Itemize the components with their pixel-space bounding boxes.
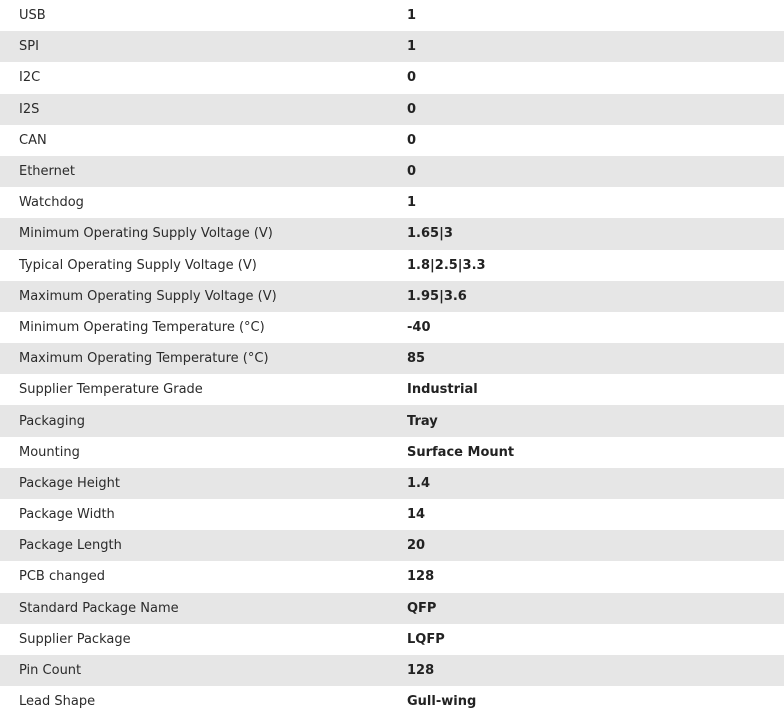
spec-name: Pin Count xyxy=(0,655,407,686)
spec-value: QFP xyxy=(407,593,784,624)
spec-name: Ethernet xyxy=(0,156,407,187)
spec-name: SPI xyxy=(0,31,407,62)
spec-value: 0 xyxy=(407,156,784,187)
spec-row xyxy=(0,468,784,499)
spec-name: Maximum Operating Supply Voltage (V) xyxy=(0,281,407,312)
spec-value: 0 xyxy=(407,94,784,125)
spec-name: CAN xyxy=(19,132,47,148)
spec-name: I2C xyxy=(19,70,41,86)
spec-value: 0 xyxy=(407,132,417,148)
spec-name: Maximum Operating Temperature (°C) xyxy=(0,343,407,374)
spec-row xyxy=(0,125,784,156)
spec-row xyxy=(0,499,784,530)
spec-name: Packaging xyxy=(0,405,407,436)
spec-row xyxy=(0,250,784,281)
spec-row xyxy=(0,31,784,62)
spec-name: Mounting xyxy=(19,444,80,460)
spec-value: 1 xyxy=(407,8,417,24)
spec-row xyxy=(0,624,784,655)
spec-name: Minimum Operating Supply Voltage (V) xyxy=(0,218,407,249)
spec-value: 1 xyxy=(407,31,784,62)
spec-value: 128 xyxy=(407,655,784,686)
spec-name: Watchdog xyxy=(19,195,84,211)
spec-row xyxy=(0,281,784,312)
spec-value: Tray xyxy=(407,405,784,436)
spec-row xyxy=(0,343,784,374)
spec-name: Supplier Temperature Grade xyxy=(19,382,203,398)
spec-value: LQFP xyxy=(407,631,445,647)
spec-name: Typical Operating Supply Voltage (V) xyxy=(19,257,257,273)
spec-value: 1.65|3 xyxy=(407,218,784,249)
spec-row xyxy=(0,405,784,436)
spec-row xyxy=(0,530,784,561)
spec-row xyxy=(0,218,784,249)
spec-name: Package Length xyxy=(0,530,407,561)
spec-row xyxy=(0,94,784,125)
spec-value: Gull-wing xyxy=(407,694,477,710)
spec-name: USB xyxy=(19,8,46,24)
spec-value: Surface Mount xyxy=(407,444,515,460)
spec-row xyxy=(0,593,784,624)
spec-name: Supplier Package xyxy=(19,631,131,647)
spec-value: 14 xyxy=(407,507,426,523)
spec-name: Lead Shape xyxy=(19,694,96,710)
spec-name: I2S xyxy=(0,94,407,125)
spec-row xyxy=(0,312,784,343)
spec-name: Minimum Operating Temperature (°C) xyxy=(19,319,265,335)
spec-value: Industrial xyxy=(407,382,478,398)
spec-row xyxy=(0,437,784,468)
spec-row xyxy=(0,62,784,93)
spec-row xyxy=(0,0,784,31)
spec-value: -40 xyxy=(407,319,431,335)
spec-row xyxy=(0,686,784,717)
spec-row xyxy=(0,655,784,686)
spec-value: 128 xyxy=(407,569,435,585)
spec-value: 20 xyxy=(407,530,784,561)
spec-name: Package Height xyxy=(0,468,407,499)
spec-row xyxy=(0,187,784,218)
spec-value: 1.4 xyxy=(407,468,784,499)
spec-value: 85 xyxy=(407,343,784,374)
spec-value: 1.8|2.5|3.3 xyxy=(407,257,486,273)
spec-row xyxy=(0,561,784,592)
spec-value: 0 xyxy=(407,70,417,86)
spec-name: Package Width xyxy=(19,507,115,523)
spec-name: PCB changed xyxy=(19,569,106,585)
spec-row xyxy=(0,156,784,187)
spec-row xyxy=(0,374,784,405)
spec-value: 1.95|3.6 xyxy=(407,281,784,312)
spec-value: 1 xyxy=(407,195,417,211)
spec-name: Standard Package Name xyxy=(0,593,407,624)
